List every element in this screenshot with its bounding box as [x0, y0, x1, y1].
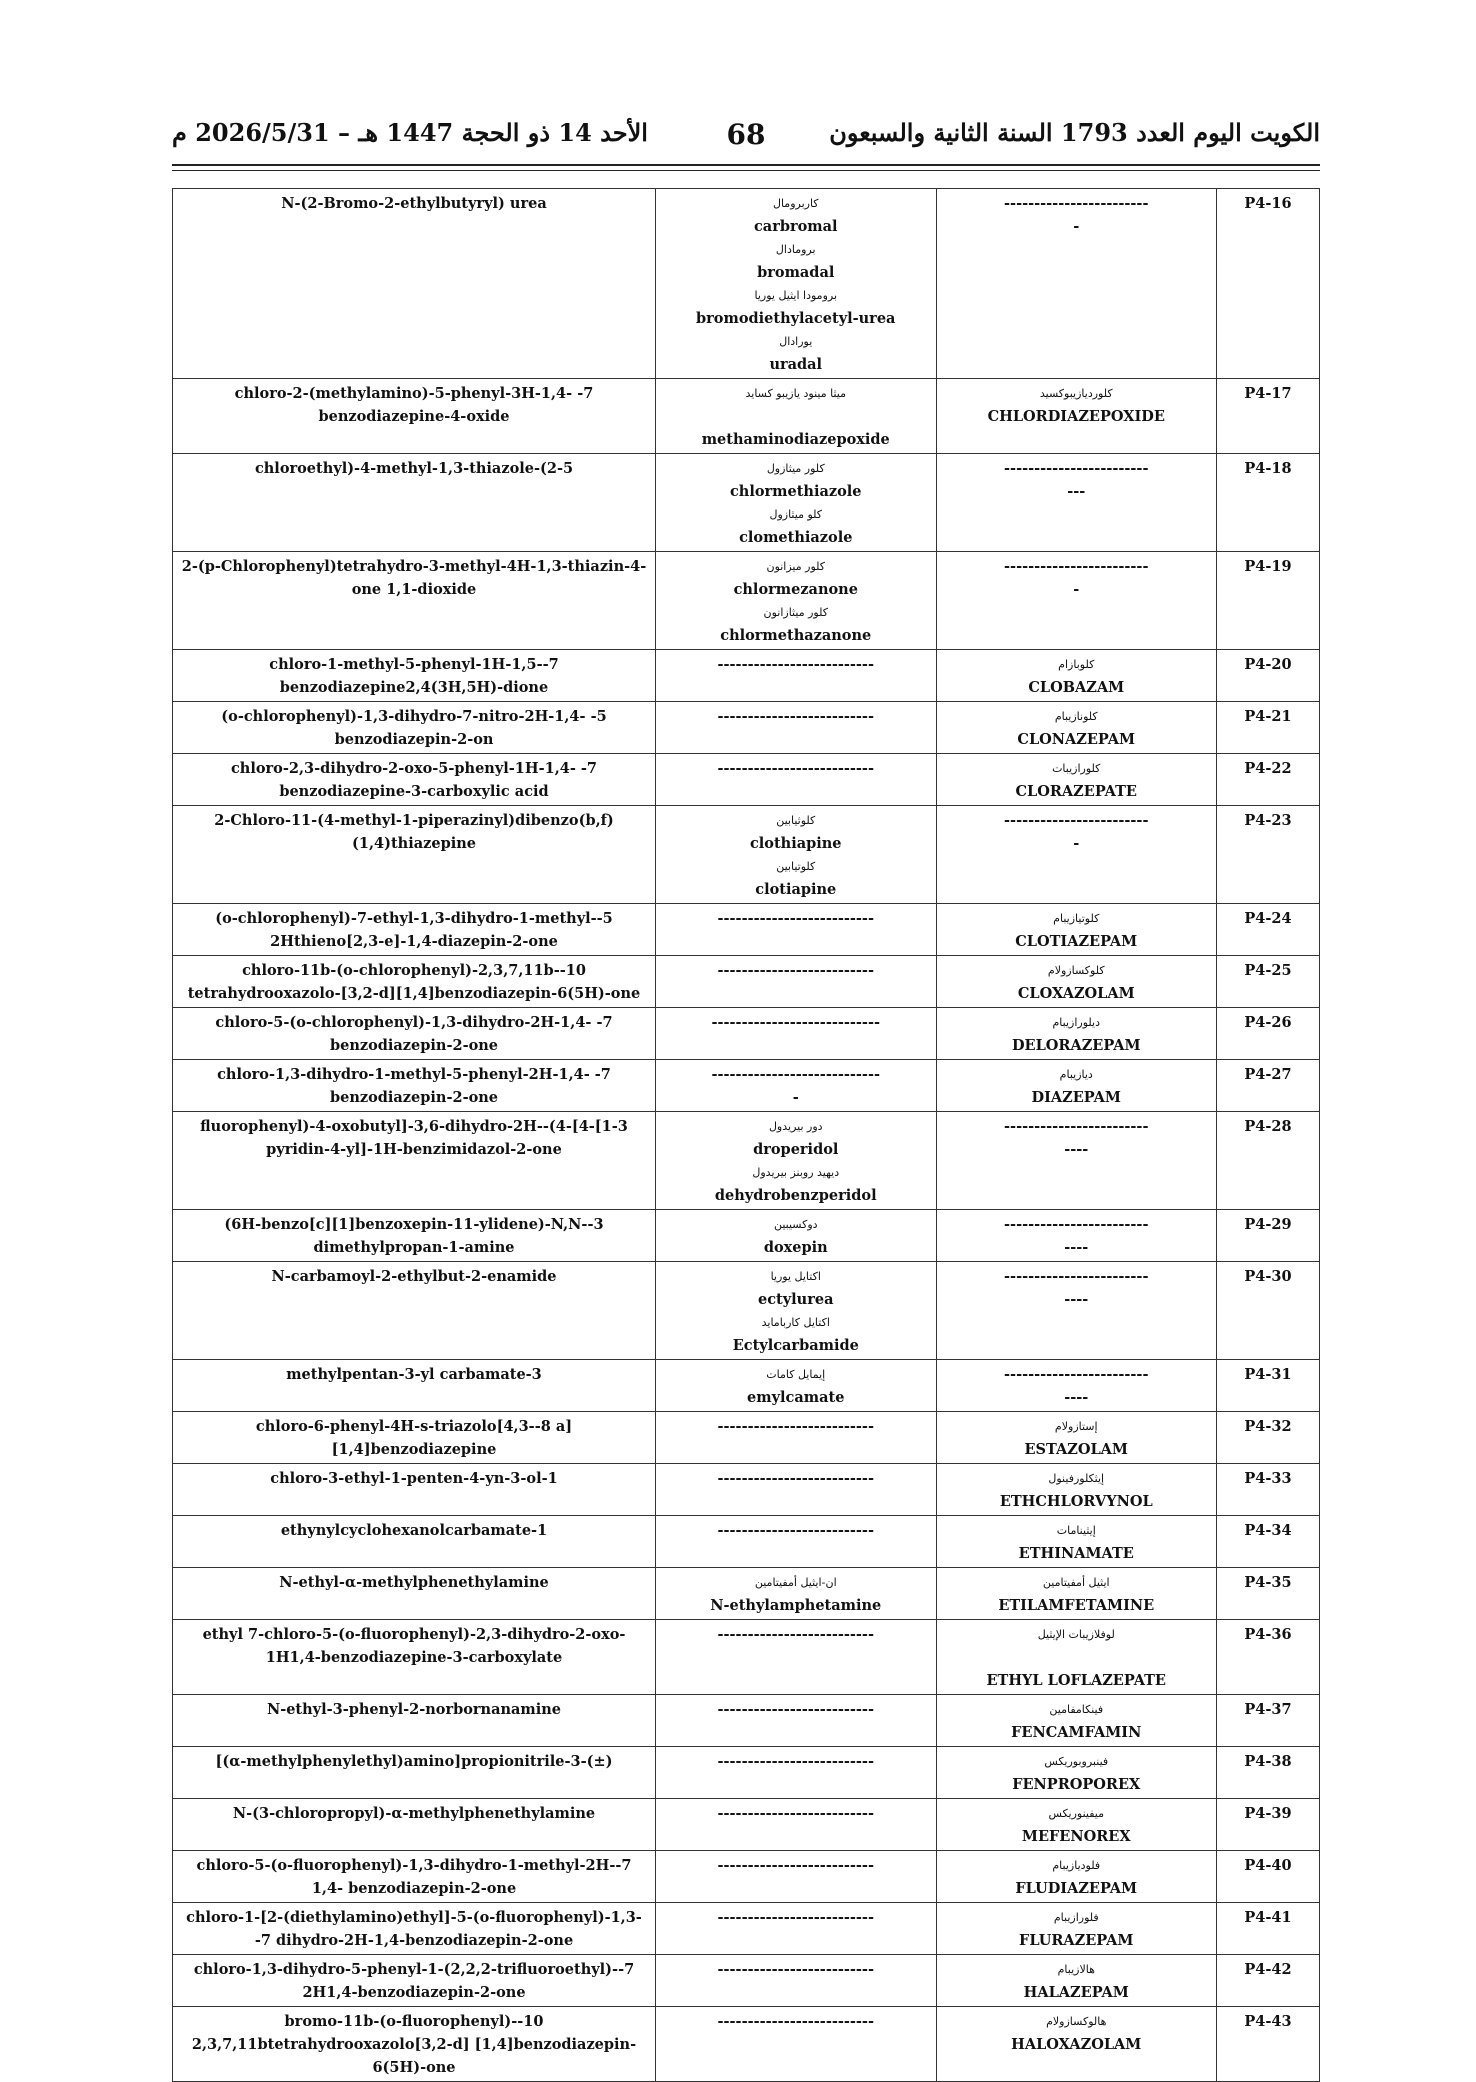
spacer [662, 405, 930, 428]
table-row [173, 1412, 1320, 1464]
international-name-cell [936, 1620, 1217, 1695]
item-code-cell: P4-17 [1217, 379, 1320, 454]
chemical-name-cell: ethynylcyclohexanolcarbamate-1 [173, 1516, 656, 1568]
dash-placeholder: -------------------------- [717, 708, 874, 725]
other-names-cell [656, 1516, 937, 1568]
international-name-cell [936, 904, 1217, 956]
page-number: 68 [726, 118, 766, 151]
other-names-cell [656, 552, 937, 650]
schedule-table [172, 188, 1320, 2082]
latin-name: ectylurea [758, 1291, 834, 1308]
dash-placeholder: ---- [1064, 1141, 1089, 1158]
arabic-name: إيمايل كامات [766, 1368, 826, 1381]
arabic-name: فلورازيبام [1053, 1911, 1099, 1924]
latin-name: uradal [769, 356, 823, 373]
arabic-name: اكتايل يوريا [770, 1270, 821, 1283]
table-row [173, 1210, 1320, 1262]
dash-placeholder: -------------------------- [717, 1909, 874, 1926]
arabic-name: برومادال [775, 243, 816, 256]
chemical-name-cell: fluorophenyl)-4-oxobutyl]-3,6-dihydro-2H--(4-[4-[1-3 pyridin-4-yl]-1H-benzimidazol-2-one [173, 1112, 656, 1210]
dash-placeholder: -------------------------- [717, 962, 874, 979]
latin-name: carbromal [753, 218, 838, 235]
other-names-cell [656, 956, 937, 1008]
dash-placeholder: -------------------------- [717, 1701, 874, 1718]
latin-name: bromodiethylacetyl-urea [696, 310, 896, 327]
other-names-cell [656, 1008, 937, 1060]
arabic-name: فلوديازيبام [1052, 1859, 1101, 1872]
international-name-cell [936, 650, 1217, 702]
table-row [173, 1262, 1320, 1360]
item-code-cell: P4-28 [1217, 1112, 1320, 1210]
item-code-cell: P4-23 [1217, 806, 1320, 904]
dash-placeholder: - [1073, 581, 1080, 598]
chemical-name-cell: chloro-1-methyl-5-phenyl-1H-1,5--7 benzodiazepine2,4(3H,5H)-dione [173, 650, 656, 702]
table-row [173, 189, 1320, 379]
header-rule-thick [172, 164, 1320, 166]
international-name-cell [936, 754, 1217, 806]
latin-name: bromadal [757, 264, 835, 281]
chemical-name-cell: chloro-5-(o-fluorophenyl)-1,3-dihydro-1-methyl-2H--7 1,4- benzodiazepin-2-one [173, 1851, 656, 1903]
chemical-name-cell: chloro-2-(methylamino)-5-phenyl-3H-1,4- -7 benzodiazepine-4-oxide [173, 379, 656, 454]
arabic-name: كلوتيابين [776, 860, 816, 873]
latin-name: doxepin [763, 1239, 828, 1256]
item-code-cell: P4-41 [1217, 1903, 1320, 1955]
dash-placeholder: ------------------------ [1004, 812, 1149, 829]
chemical-name-cell: chloro-1,3-dihydro-5-phenyl-1-(2,2,2-trifluoroethyl)--7 2H1,4-benzodiazepin-2-one [173, 1955, 656, 2007]
latin-name: CLORAZEPATE [1015, 783, 1137, 800]
dash-placeholder: - [1073, 835, 1080, 852]
international-name-cell [936, 1851, 1217, 1903]
arabic-name: اكتايل كاربامايد [761, 1316, 830, 1329]
international-name-cell [936, 806, 1217, 904]
international-name-cell [936, 1695, 1217, 1747]
table-row [173, 1903, 1320, 1955]
item-code-cell: P4-26 [1217, 1008, 1320, 1060]
arabic-name: كلوتيازيبام [1053, 912, 1100, 925]
international-name-cell [936, 1464, 1217, 1516]
chemical-name-cell: chloro-2,3-dihydro-2-oxo-5-phenyl-1H-1,4- -7 benzodiazepine-3-carboxylic acid [173, 754, 656, 806]
table-row [173, 904, 1320, 956]
chemical-name-cell: methylpentan-3-yl carbamate-3 [173, 1360, 656, 1412]
latin-name: DIAZEPAM [1031, 1089, 1121, 1106]
other-names-cell [656, 702, 937, 754]
arabic-name: يورادال [779, 335, 813, 348]
international-name-cell [936, 379, 1217, 454]
latin-name: MEFENOREX [1021, 1828, 1131, 1845]
item-code-cell: P4-25 [1217, 956, 1320, 1008]
arabic-name: كلو ميثازول [769, 508, 823, 521]
table-row [173, 379, 1320, 454]
item-code-cell: P4-18 [1217, 454, 1320, 552]
dash-placeholder: ------------------------ [1004, 1216, 1149, 1233]
dash-placeholder: -------------------------- [717, 1805, 874, 1822]
dash-placeholder: -------------------------- [717, 910, 874, 927]
latin-name: clotiapine [755, 881, 837, 898]
dash-placeholder: -------------------------- [717, 1418, 874, 1435]
dash-placeholder: ---- [1064, 1291, 1089, 1308]
latin-name: droperidol [753, 1141, 839, 1158]
table-row [173, 956, 1320, 1008]
table-row [173, 2007, 1320, 2082]
dash-placeholder: ---- [1064, 1389, 1089, 1406]
item-code-cell: P4-37 [1217, 1695, 1320, 1747]
chemical-name-cell: 2-(p-Chlorophenyl)tetrahydro-3-methyl-4H-1,3-thiazin-4-one 1,1-dioxide [173, 552, 656, 650]
other-names-cell [656, 1210, 937, 1262]
international-name-cell [936, 1516, 1217, 1568]
dash-placeholder: ------------------------ [1004, 195, 1149, 212]
latin-name: emylcamate [747, 1389, 845, 1406]
latin-name: ETILAMFETAMINE [998, 1597, 1155, 1614]
chemical-name-cell: chloro-1-[2-(diethylamino)ethyl]-5-(o-fluorophenyl)-1,3--7 dihydro-2H-1,4-benzodiazepin-2-one [173, 1903, 656, 1955]
arabic-name: ان-ايثيل أمفيتامين [754, 1576, 837, 1589]
international-name-cell [936, 1262, 1217, 1360]
other-names-cell [656, 1955, 937, 2007]
other-names-cell [656, 1747, 937, 1799]
latin-name: chlormethazanone [720, 627, 872, 644]
chemical-name-cell: N-(3-chloropropyl)-α-methylphenethylamine [173, 1799, 656, 1851]
other-names-cell [656, 379, 937, 454]
table-row [173, 1060, 1320, 1112]
table-row [173, 1008, 1320, 1060]
international-name-cell [936, 552, 1217, 650]
latin-name: N-ethylamphetamine [710, 1597, 882, 1614]
arabic-name: كلور ميثازول [766, 462, 825, 475]
arabic-name: كلور ميثازانون [763, 606, 828, 619]
table-row [173, 1112, 1320, 1210]
table-row [173, 1695, 1320, 1747]
arabic-name: ديهيد روبنز بيريدول [752, 1166, 840, 1179]
latin-name: ETHCHLORVYNOL [999, 1493, 1153, 1510]
table-row [173, 1620, 1320, 1695]
international-name-cell [936, 1747, 1217, 1799]
arabic-name: ديازيبام [1059, 1068, 1093, 1081]
spacer [943, 1646, 1211, 1669]
dash-placeholder: -------------------------- [717, 1857, 874, 1874]
latin-name: DELORAZEPAM [1011, 1037, 1141, 1054]
header-rule-thin [172, 170, 1320, 171]
item-code-cell: P4-42 [1217, 1955, 1320, 2007]
arabic-name: إيثكلورفينول [1048, 1472, 1105, 1485]
other-names-cell [656, 806, 937, 904]
dash-placeholder: -------------------------- [717, 1961, 874, 1978]
international-name-cell [936, 1008, 1217, 1060]
international-name-cell [936, 1060, 1217, 1112]
latin-name: FENCAMFAMIN [1011, 1724, 1142, 1741]
item-code-cell: P4-19 [1217, 552, 1320, 650]
other-names-cell [656, 1695, 937, 1747]
dash-placeholder: -------------------------- [717, 1626, 874, 1643]
international-name-cell [936, 1799, 1217, 1851]
latin-name: clothiapine [749, 835, 842, 852]
latin-name: CLOTIAZEPAM [1015, 933, 1138, 950]
arabic-name: فينكامفامين [1049, 1703, 1104, 1716]
chemical-name-cell: N-ethyl-3-phenyl-2-norbornanamine [173, 1695, 656, 1747]
table-row [173, 754, 1320, 806]
other-names-cell [656, 904, 937, 956]
latin-name: Ectylcarbamide [732, 1337, 859, 1354]
item-code-cell: P4-22 [1217, 754, 1320, 806]
dash-placeholder: -------------------------- [717, 1470, 874, 1487]
arabic-name: كلور ميزانون [766, 560, 826, 573]
dash-placeholder: - [1073, 218, 1080, 235]
other-names-cell [656, 2007, 937, 2082]
international-name-cell [936, 454, 1217, 552]
chemical-name-cell: chloro-5-(o-chlorophenyl)-1,3-dihydro-2H-1,4- -7 benzodiazepin-2-one [173, 1008, 656, 1060]
international-name-cell [936, 1568, 1217, 1620]
chemical-name-cell: chloro-3-ethyl-1-penten-4-yn-3-ol-1 [173, 1464, 656, 1516]
arabic-name: هالوكسازولام [1046, 2015, 1107, 2028]
arabic-name: ديلورازيبام [1052, 1016, 1100, 1029]
latin-name: methaminodiazepoxide [701, 431, 890, 448]
other-names-cell [656, 754, 937, 806]
dash-placeholder: ------------------------ [1004, 460, 1149, 477]
chemical-name-cell: bromo-11b-(o-fluorophenyl)--10 2,3,7,11btetrahydrooxazolo[3,2-d] [1,4]benzodiazepin-6(5H)-one [173, 2007, 656, 2082]
item-code-cell: P4-36 [1217, 1620, 1320, 1695]
dash-placeholder: -------------------------- [717, 1522, 874, 1539]
item-code-cell: P4-29 [1217, 1210, 1320, 1262]
chemical-name-cell: chloro-6-phenyl-4H-s-triazolo[4,3--8 a][1,4]benzodiazepine [173, 1412, 656, 1464]
item-code-cell: P4-27 [1217, 1060, 1320, 1112]
arabic-name: دوكسيبين [773, 1218, 818, 1231]
dash-placeholder: ------------------------ [1004, 1366, 1149, 1383]
chemical-name-cell: (6H-benzo[c][1]benzoxepin-11-ylidene)-N,N--3 dimethylpropan-1-amine [173, 1210, 656, 1262]
arabic-name: ميفينوريكس [1048, 1807, 1105, 1820]
dash-placeholder: -------------------------- [717, 1753, 874, 1770]
item-code-cell: P4-40 [1217, 1851, 1320, 1903]
international-name-cell [936, 2007, 1217, 2082]
latin-name: HALOXAZOLAM [1011, 2036, 1142, 2053]
latin-name: HALAZEPAM [1023, 1984, 1129, 2001]
international-name-cell [936, 1412, 1217, 1464]
latin-name: FLURAZEPAM [1019, 1932, 1134, 1949]
page-header [172, 118, 1320, 158]
arabic-name: كلونازيبام [1054, 710, 1098, 723]
table-row [173, 806, 1320, 904]
issue-date: الأحد 14 ذو الحجة 1447 هـ – 2026/5/31 م [172, 118, 648, 147]
table-row [173, 1851, 1320, 1903]
other-names-cell [656, 1360, 937, 1412]
latin-name: CLOBAZAM [1028, 679, 1125, 696]
item-code-cell: P4-43 [1217, 2007, 1320, 2082]
latin-name: CHLORDIAZEPOXIDE [987, 408, 1165, 425]
latin-name: CLONAZEPAM [1017, 731, 1136, 748]
latin-name: ESTAZOLAM [1024, 1441, 1128, 1458]
table-row [173, 1955, 1320, 2007]
table-row [173, 1464, 1320, 1516]
item-code-cell: P4-21 [1217, 702, 1320, 754]
arabic-name: هالازيبام [1057, 1963, 1095, 1976]
table-row [173, 552, 1320, 650]
latin-name: chlormezanone [733, 581, 858, 598]
chemical-name-cell: N-carbamoyl-2-ethylbut-2-enamide [173, 1262, 656, 1360]
item-code-cell: P4-38 [1217, 1747, 1320, 1799]
latin-name: dehydrobenzperidol [714, 1187, 877, 1204]
latin-name: clomethiazole [739, 529, 853, 546]
arabic-name: كاربرومال [772, 197, 819, 210]
dash-placeholder: ------------------------ [1004, 558, 1149, 575]
arabic-name: دور بيريدول [768, 1120, 823, 1133]
chemical-name-cell: ethyl 7-chloro-5-(o-fluorophenyl)-2,3-dihydro-2-oxo-1H1,4-benzodiazepine-3-carboxylate [173, 1620, 656, 1695]
table-row [173, 1360, 1320, 1412]
latin-name: FLUDIAZEPAM [1015, 1880, 1138, 1897]
table-row [173, 702, 1320, 754]
table-row [173, 650, 1320, 702]
other-names-cell [656, 1903, 937, 1955]
arabic-name: كلورازيبات [1052, 762, 1101, 775]
table-row [173, 454, 1320, 552]
dash-placeholder: -------------------------- [717, 656, 874, 673]
latin-name: CLOXAZOLAM [1017, 985, 1135, 1002]
chemical-name-cell: N-(2-Bromo-2-ethylbutyryl) urea [173, 189, 656, 379]
arabic-name: برومودا ايثيل يوريا [754, 289, 838, 302]
international-name-cell [936, 702, 1217, 754]
latin-name: ETHINAMATE [1018, 1545, 1134, 1562]
arabic-name: إيثينامات [1056, 1524, 1096, 1537]
international-name-cell [936, 1112, 1217, 1210]
latin-name: ETHYL LOFLAZEPATE [986, 1672, 1166, 1689]
international-name-cell [936, 956, 1217, 1008]
international-name-cell [936, 189, 1217, 379]
table-row [173, 1568, 1320, 1620]
item-code-cell: P4-24 [1217, 904, 1320, 956]
other-names-cell [656, 189, 937, 379]
item-code-cell: P4-35 [1217, 1568, 1320, 1620]
other-names-cell [656, 1620, 937, 1695]
chemical-name-cell: chloro-11b-(o-chlorophenyl)-2,3,7,11b--10 tetrahydrooxazolo-[3,2-d][1,4]benzodiazepin-6(5H)-one [173, 956, 656, 1008]
table-row [173, 1799, 1320, 1851]
chemical-name-cell: chloro-1,3-dihydro-1-methyl-5-phenyl-2H-1,4- -7 benzodiazepin-2-one [173, 1060, 656, 1112]
other-names-cell [656, 454, 937, 552]
dash-placeholder: -------------------------- [717, 760, 874, 777]
arabic-name: إستازولام [1054, 1420, 1098, 1433]
dash-placeholder: ---------------------------- [711, 1014, 880, 1031]
chemical-name-cell: (o-chlorophenyl)-1,3-dihydro-7-nitro-2H-1,4- -5 benzodiazepin-2-on [173, 702, 656, 754]
chemical-name-cell: [(α-methylphenylethyl)amino]propionitrile-3-(±) [173, 1747, 656, 1799]
arabic-name: ميثا مينود يازيبو كسايد [745, 387, 846, 400]
item-code-cell: P4-33 [1217, 1464, 1320, 1516]
arabic-name: لوفلازيبات الإيثيل [1037, 1628, 1115, 1641]
dash-placeholder: ------------------------ [1004, 1118, 1149, 1135]
international-name-cell [936, 1955, 1217, 2007]
other-names-cell [656, 1851, 937, 1903]
dash-placeholder: -------------------------- [717, 2013, 874, 2030]
arabic-name: فينبروبوريكس [1044, 1755, 1109, 1768]
item-code-cell: P4-34 [1217, 1516, 1320, 1568]
chemical-name-cell: N-ethyl-α-methylphenethylamine [173, 1568, 656, 1620]
international-name-cell [936, 1210, 1217, 1262]
other-names-cell [656, 1412, 937, 1464]
item-code-cell: P4-31 [1217, 1360, 1320, 1412]
international-name-cell [936, 1360, 1217, 1412]
latin-name: chlormethiazole [729, 483, 862, 500]
chemical-name-cell: (o-chlorophenyl)-7-ethyl-1,3-dihydro-1-methyl--5 2Hthieno[2,3-e]-1,4-diazepin-2-one [173, 904, 656, 956]
dash-placeholder: ---------------------------- [711, 1066, 880, 1083]
arabic-name: كلوبازام [1058, 658, 1095, 671]
item-code-cell: P4-39 [1217, 1799, 1320, 1851]
latin-name: FENPROPOREX [1012, 1776, 1141, 1793]
chemical-name-cell: chloroethyl)-4-methyl-1,3-thiazole-(2-5 [173, 454, 656, 552]
other-names-cell [656, 1464, 937, 1516]
other-names-cell [656, 1262, 937, 1360]
item-code-cell: P4-16 [1217, 189, 1320, 379]
gazette-issue-title: الكويت اليوم العدد 1793 السنة الثانية والسبعون [829, 118, 1320, 147]
chemical-name-cell: 2-Chloro-11-(4-methyl-1-piperazinyl)dibenzo(b,f)(1,4)thiazepine [173, 806, 656, 904]
arabic-name: كلوثيابين [776, 814, 816, 827]
dash-placeholder: ---- [1064, 1239, 1089, 1256]
other-names-cell [656, 1799, 937, 1851]
dash-placeholder: --- [1067, 483, 1086, 500]
dash-placeholder: ------------------------ [1004, 1268, 1149, 1285]
item-code-cell: P4-20 [1217, 650, 1320, 702]
other-names-cell [656, 650, 937, 702]
dash-placeholder: - [792, 1089, 799, 1106]
item-code-cell: P4-32 [1217, 1412, 1320, 1464]
item-code-cell: P4-30 [1217, 1262, 1320, 1360]
other-names-cell [656, 1060, 937, 1112]
arabic-name: كلوكسازولام [1047, 964, 1105, 977]
arabic-name: ايثيل أمفيتامين [1042, 1576, 1110, 1589]
table-row [173, 1516, 1320, 1568]
international-name-cell [936, 1903, 1217, 1955]
other-names-cell [656, 1568, 937, 1620]
other-names-cell [656, 1112, 937, 1210]
schedule-table-container [172, 188, 1320, 2082]
schedule-table-body [173, 189, 1320, 2082]
arabic-name: كلورديازيبوكسيد [1039, 387, 1113, 400]
table-row [173, 1747, 1320, 1799]
